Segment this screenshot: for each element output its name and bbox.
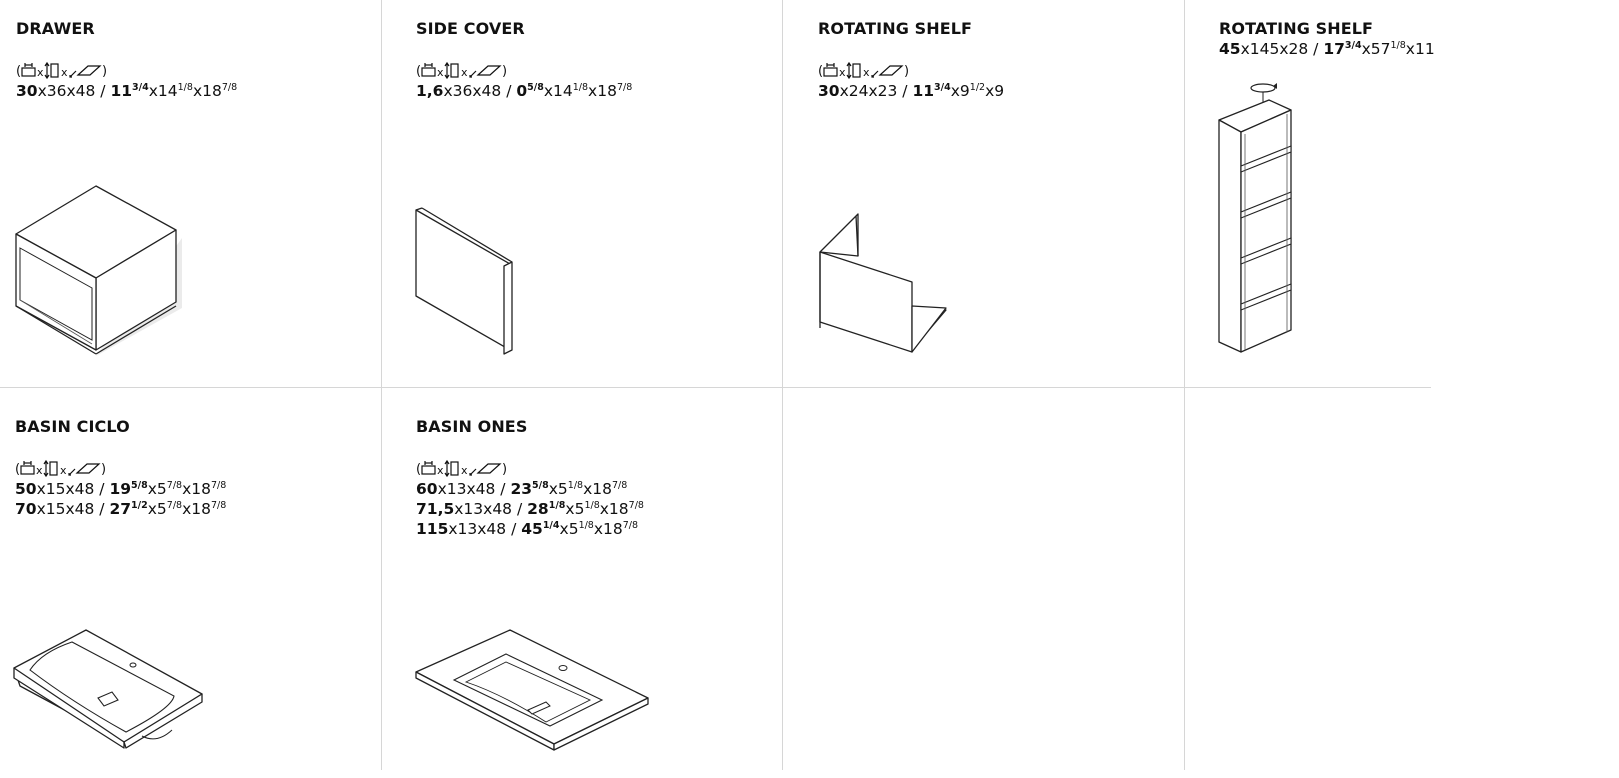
dimension-fragment: 1/2 (969, 82, 986, 93)
dimension-fragment: x18 (182, 480, 211, 498)
svg-text:(: ( (15, 462, 21, 477)
product-card-drawer (16, 0, 416, 380)
svg-text:x: x (461, 464, 468, 477)
dimension-fragment: x13x48 / (454, 500, 528, 518)
dimension-fragment: x18 (588, 82, 617, 100)
dimension-fragment: x9 (950, 82, 970, 100)
product-card-rotating-shelf-tall (1219, 0, 1619, 380)
dimension-fragment: x18 (192, 82, 222, 100)
depth-icon (470, 464, 500, 475)
basin-ones-drawing (414, 628, 654, 758)
product-card-rotating-shelf-small (818, 0, 1218, 380)
height-icon (445, 63, 458, 78)
dimension-legend (416, 62, 508, 80)
dimension-fragment: 5/8 (527, 82, 544, 93)
dimension-line (416, 499, 644, 519)
svg-text:x: x (36, 464, 43, 477)
dimension-fragment: x18 (182, 500, 211, 518)
svg-text:x: x (461, 66, 468, 79)
depth-icon (69, 464, 99, 475)
svg-text:(: ( (818, 64, 824, 79)
height-icon (445, 461, 458, 476)
product-card-basin-ones (416, 398, 816, 778)
dimension-fragment: 7/8 (221, 82, 238, 93)
product-card-side-cover (416, 0, 816, 380)
svg-text:x: x (437, 66, 444, 79)
height-icon (45, 63, 58, 78)
dimension-fragment: 1/2 (131, 500, 148, 511)
dimension-fragment: 7/8 (628, 500, 644, 511)
dimension-fragment: x18 (583, 480, 612, 498)
dimension-fragment: 1,6 (416, 82, 444, 100)
dimension-fragment: x18 (599, 500, 629, 518)
depth-icon (70, 66, 100, 77)
dimension-fragment: 7/8 (622, 520, 639, 531)
dimension-fragment: x15x48 / (36, 500, 110, 518)
dimension-fragment: 27 (109, 500, 132, 518)
dimension-fragment: x18 (593, 520, 623, 538)
dimension-fragment: x5 (548, 480, 568, 498)
dimension-fragment: 7/8 (166, 480, 183, 491)
product-title: DRAWER (16, 19, 95, 38)
dimension-fragment: x13x48 / (448, 520, 522, 538)
width-icon (824, 63, 837, 76)
product-title: ROTATING SHELF (818, 19, 973, 38)
dimension-fragment: 1/8 (548, 500, 566, 511)
dimension-fragment: 1/8 (567, 480, 584, 491)
svg-text:(: ( (16, 64, 22, 79)
svg-text:): ) (502, 64, 508, 79)
basin-ciclo-drawing (12, 624, 212, 754)
dimension-fragment: 5/8 (131, 480, 148, 491)
dimension-line (818, 81, 1004, 101)
drawer-drawing (12, 178, 192, 358)
rotate-arrow-icon (1251, 83, 1277, 102)
dimension-fragment: x15x48 / (36, 480, 110, 498)
svg-text:x: x (61, 66, 68, 79)
dimension-fragment: x36x48 / (37, 82, 111, 100)
product-title: ROTATING SHELF (1219, 19, 1374, 38)
svg-text:(: ( (416, 64, 422, 79)
depth-icon (470, 66, 500, 77)
dimension-fragment: 7/8 (210, 480, 227, 491)
empty-cell (783, 388, 1183, 768)
dimension-fragment: 7/8 (210, 500, 227, 511)
dimension-line (15, 479, 226, 499)
svg-text:x: x (60, 464, 67, 477)
dimension-legend (818, 62, 910, 80)
dimension-fragment: 115 (416, 520, 449, 538)
dimension-fragment: x9 (985, 82, 1005, 100)
dimension-fragment: 23 (510, 480, 533, 498)
product-card-basin-ciclo (15, 398, 415, 778)
dimension-fragment: 45 (521, 520, 543, 538)
dimension-fragment: 17 (1323, 40, 1345, 58)
dimension-line (416, 81, 632, 101)
dimension-legend (15, 460, 107, 478)
dimension-fragment: x11 (1405, 40, 1435, 58)
dimension-fragment: 11 (912, 82, 935, 100)
product-dimensions (818, 81, 1004, 101)
svg-text:x: x (37, 66, 44, 79)
product-dimensions (416, 81, 632, 101)
side-cover-drawing (412, 204, 532, 364)
svg-text:): ) (101, 462, 107, 477)
dimension-fragment: x5 (147, 500, 167, 518)
dimension-fragment: x36x48 / (443, 82, 517, 100)
rotating-shelf-tall-drawing (1215, 74, 1305, 358)
dimension-line (15, 499, 226, 519)
dimension-fragment: x13x48 / (437, 480, 511, 498)
width-icon (422, 461, 435, 474)
dimension-fragment: x5 (147, 480, 167, 498)
svg-text:): ) (102, 64, 108, 79)
width-icon (422, 63, 435, 76)
dimension-fragment: 3/4 (132, 82, 149, 93)
dimension-fragment: 3/4 (934, 82, 951, 93)
dimension-fragment: 1/8 (177, 82, 193, 93)
product-title: SIDE COVER (416, 19, 525, 38)
dimension-line (1219, 39, 1435, 59)
dimension-fragment: x5 (559, 520, 579, 538)
dimension-legend (416, 460, 508, 478)
dimension-fragment: 5/8 (532, 480, 549, 491)
dimension-fragment: 60 (416, 480, 438, 498)
dimension-fragment: 7/8 (611, 480, 628, 491)
svg-text:): ) (502, 462, 508, 477)
dimension-fragment: x145x28 / (1240, 40, 1324, 58)
product-dimensions (15, 479, 226, 519)
svg-text:): ) (904, 64, 910, 79)
dimension-fragment: 1/8 (578, 520, 594, 531)
dimension-fragment: 50 (15, 480, 37, 498)
dimension-line (16, 81, 237, 101)
empty-cell (1185, 388, 1585, 768)
width-icon (21, 461, 34, 474)
dimension-legend (16, 62, 108, 80)
dimension-line (416, 479, 644, 499)
svg-text:x: x (437, 464, 444, 477)
dimension-fragment: 0 (516, 82, 528, 100)
dimension-fragment: x5 (565, 500, 585, 518)
dimension-fragment: 7/8 (616, 82, 633, 93)
dimension-fragment: 19 (109, 480, 132, 498)
svg-text:(: ( (416, 462, 422, 477)
dimension-fragment: 3/4 (1344, 40, 1362, 51)
dimension-fragment: 1/4 (542, 520, 560, 531)
dimension-fragment: 1/8 (584, 500, 600, 511)
dimension-fragment: 1/8 (1390, 40, 1406, 51)
height-icon (847, 63, 860, 78)
dimension-fragment: 45 (1219, 40, 1241, 58)
dimension-fragment: x14 (148, 82, 178, 100)
dimension-fragment: 71,5 (416, 500, 455, 518)
dimension-line (416, 519, 644, 539)
dimension-fragment: 7/8 (166, 500, 183, 511)
dimension-fragment: 30 (16, 82, 38, 100)
product-dimensions (416, 479, 644, 539)
product-title: BASIN ONES (416, 417, 528, 436)
width-icon (22, 63, 35, 76)
dimension-fragment: 11 (110, 82, 133, 100)
svg-text:x: x (863, 66, 870, 79)
dimension-fragment: 1/8 (572, 82, 589, 93)
product-title: BASIN CICLO (15, 417, 130, 436)
product-dimensions (1219, 39, 1435, 59)
product-dimensions (16, 81, 237, 101)
dimension-fragment: x24x23 / (839, 82, 913, 100)
depth-icon (872, 66, 902, 77)
height-icon (44, 461, 57, 476)
rotating-shelf-small-drawing (816, 206, 956, 356)
dimension-fragment: 30 (818, 82, 840, 100)
dimension-fragment: 70 (15, 500, 37, 518)
svg-text:x: x (839, 66, 846, 79)
dimension-fragment: x57 (1361, 40, 1391, 58)
dimension-fragment: x14 (543, 82, 573, 100)
dimension-fragment: 28 (527, 500, 549, 518)
